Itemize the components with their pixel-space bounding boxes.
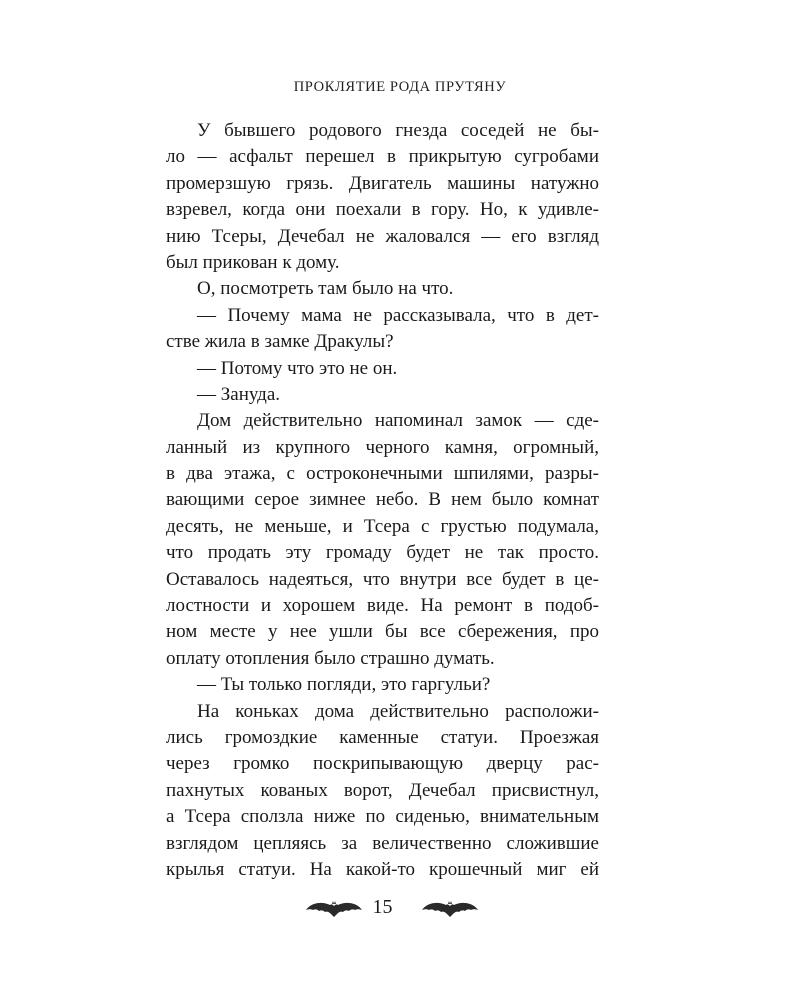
text-line: — Почему мама не рассказывала, что в дет- [197,304,599,326]
text-line: промерзшую грязь. Двигатель машины натужно [166,172,599,194]
text-line: взревел, когда они поехали в гору. Но, к удивле- [166,199,599,221]
text-line: через громко поскрипывающую дверцу рас- [166,753,599,775]
running-head-title: ПРОКЛЯТИЕ РОДА ПРУТЯНУ [293,79,507,95]
text-line: оплату отопления было страшно думать. [166,647,495,669]
text-line: пахнутых кованых ворот, Дечебал присвистнул, [166,779,599,801]
text-line: что продать эту громаду будет не так просто. [166,542,599,564]
page-footer [0,892,800,928]
text-line: О, посмотреть там было на что. [197,278,454,300]
text-line: в два этажа, с остроконечными шпилями, разры- [166,463,599,485]
text-line: ланный из крупного черного камня, огромный, [166,436,599,458]
text-line: — Зануда. [197,383,281,405]
page-body-text [166,118,599,883]
text-line: вающими серое зимнее небо. В нем было комнат [166,489,599,511]
text-line: взглядом цепляясь за величественно сложившие [166,832,599,854]
text-line: стве жила в замке Дракулы? [166,331,394,353]
bat-icon [306,898,362,922]
text-line: — Потому что это не он. [197,357,398,379]
text-line: нию Тсеры, Дечебал не жаловался — его взгляд [166,225,599,247]
text-line: а Тсера сползла ниже по сиденью, внимательным [166,806,599,828]
text-line: ном месте у нее ушли бы все сбережения, про [166,621,599,643]
text-line: был прикован к дому. [166,251,340,273]
text-line: Дом действительно напоминал замок — сде- [197,410,599,432]
text-line: десять, не меньше, и Тсера с грустью подумала, [166,515,599,537]
text-line: Оставалось надеяться, что внутри все будет в це- [166,568,599,590]
text-line: У бывшего родового гнезда соседей не бы- [197,120,599,141]
text-line: лись громоздкие каменные статуи. Проезжая [166,726,599,748]
text-line: лостности и хорошем виде. На ремонт в подоб- [166,595,599,617]
bat-icon [422,898,478,922]
text-line: ло — асфальт перешел в прикрытую сугробами [166,146,599,168]
text-line: На коньках дома действительно расположи- [197,700,599,722]
page-number: 15 [372,896,393,918]
text-line: крылья статуи. На какой-то крошечный миг ей [166,858,599,880]
text-line: — Ты только погляди, это гаргульи? [197,674,491,696]
